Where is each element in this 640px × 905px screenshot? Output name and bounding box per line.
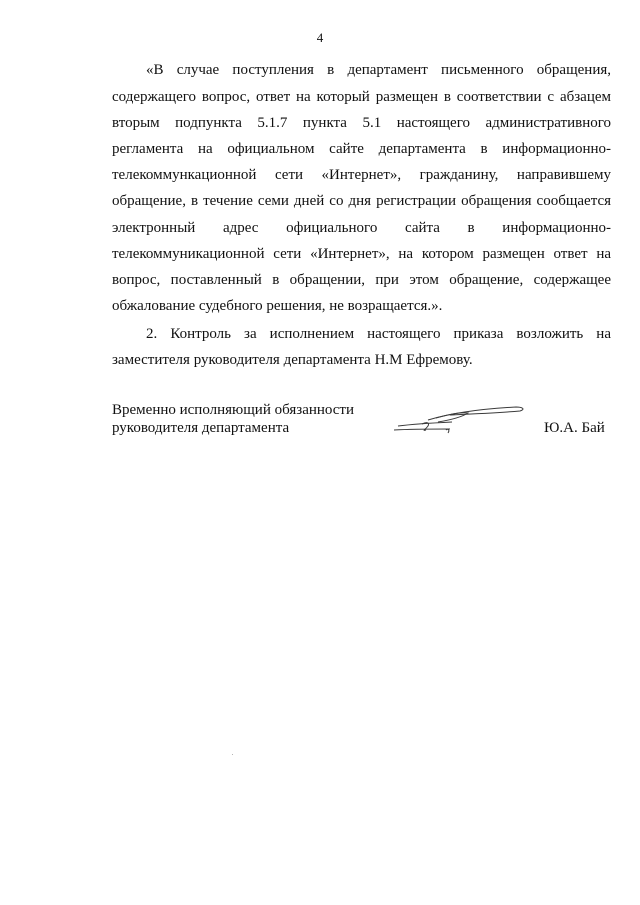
paragraph-line: «В случае поступления в департамент письменного обращения, [146, 62, 611, 78]
signer-position: руководителя департамента [112, 420, 290, 436]
paragraph-line: обжалование судебного решения, не возращается.». [112, 298, 443, 314]
paragraph-line: 2. Контроль за исполнением настоящего приказа возложить на [146, 326, 611, 342]
paragraph-line: вторым подпункта 5.1.7 пункта 5.1 настоящего административного [112, 115, 611, 131]
paragraph-line: электронный адрес официального сайта в информационно- [112, 220, 611, 236]
scan-speck [232, 754, 233, 755]
handwritten-signature [392, 400, 532, 440]
paragraph-line: регламента на официальном сайте департамента в информационно- [112, 141, 611, 157]
page-number: 4 [316, 30, 324, 45]
paragraph-line: вопрос, поставленный в обращении, при этом обращение, содержащее [112, 272, 611, 288]
paragraph-line: содержащего вопрос, ответ на который размещен в соответствии с абзацем [112, 89, 611, 105]
paragraph-line: телекоммункационной сети «Интернет», гражданину, направившему [112, 167, 611, 183]
signer-position: Временно исполняющий обязанности [112, 402, 355, 418]
paragraph-line: заместителя руководителя департамента Н.М Ефремову. [112, 352, 473, 368]
signer-name: Ю.А. Бай [544, 420, 605, 436]
paragraph-line: телекоммуникационной сети «Интернет», на котором размещен ответ на [112, 246, 611, 262]
paragraph-line: обращение, в течение семи дней со дня регистрации обращения сообщается [112, 193, 611, 209]
